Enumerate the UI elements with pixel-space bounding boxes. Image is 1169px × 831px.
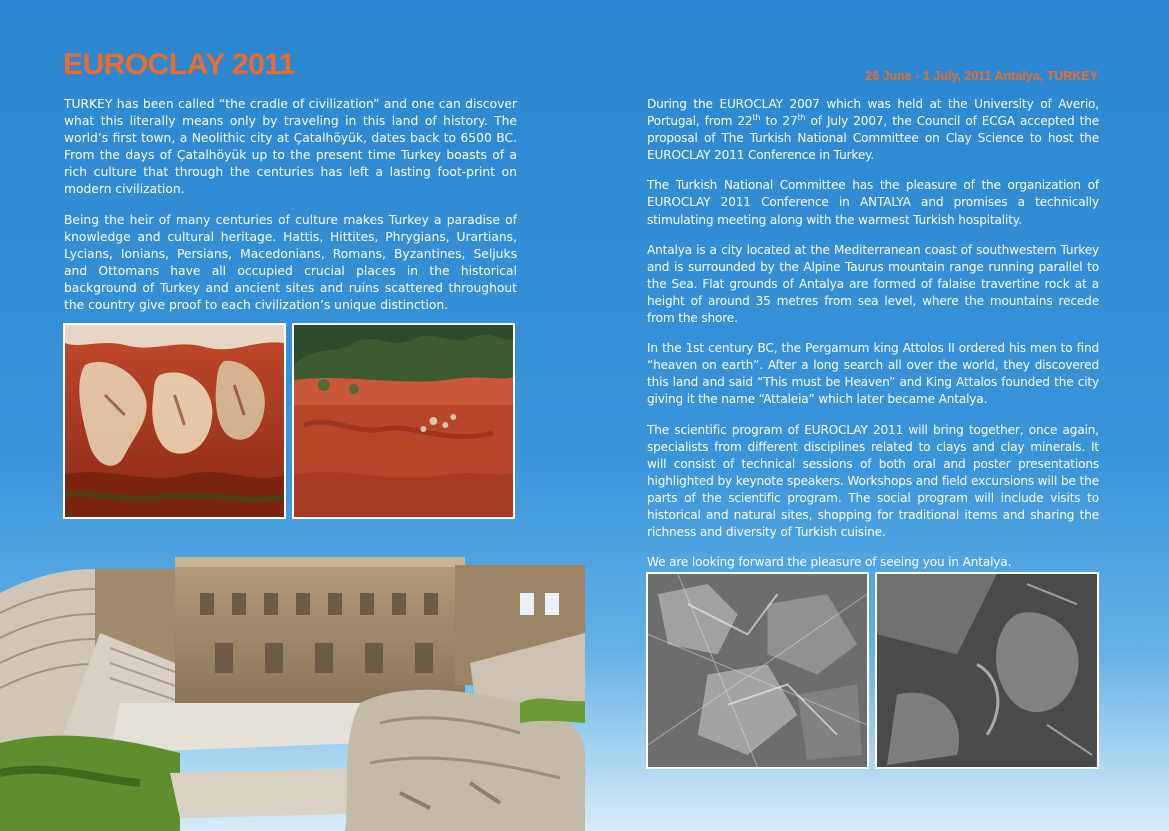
ordinal-suffix-1: th [752,113,761,123]
event-dates-location: 26 June - 1 July, 2011 Antalya, TURKEY [865,69,1098,83]
conference-paragraph-5: The scientific program of EUROCLAY 2011 will bring together, once again, specialists from different disciplines related to clays and clay minerals. It will consist of technical sessions of both oral and poster presentations highlighted by keynote speakers. Workshops and field excursions will be the parts of the scientific program. The social program will include visits to historical and natural sites, shopping for traditional items and sharing the richness and diversity of Turkish cuisine. [647,422,1099,540]
red-earth-landscape-photo [292,323,515,519]
history-text-a: During the EUROCLAY 2007 which was held at the University of Averio, Portugal, from 22 [647,97,1099,129]
conference-paragraph-1 [647,96,1099,164]
conference-paragraph-6: We are looking forward the pleasure of seeing you in Antalya. [647,555,1012,570]
page-title: EUROCLAY 2011 [63,48,295,81]
ordinal-suffix-2: th [797,113,806,123]
intro-paragraph-1: TURKEY has been called “the cradle of civilization” and one can discover what this literally means only by traveling in this land of history. The world’s first town, a Neolithic city at Çatalhöyük, dates back to 6500 BC. From the days of Çatalhöyük up to the present time Turkey boasts of a rich culture that through the centuries has left a lasting foot-print on modern civilization. [64,97,517,197]
intro-column [64,96,517,327]
clay-micrograph-photo-2 [875,572,1099,769]
history-text-c: of July 2007, the Council of ECGA accepted the proposal of The Turkish National Committee on Clay Science to host the EUROCLAY 2011 Conference in Turkey. [647,114,1099,163]
intro-paragraph-2: Being the heir of many centuries of culture makes Turkey a paradise of knowledge and cultural heritage. Hattis, Hittites, Phrygians, Urartians, Lycians, Ionians, Persians, Macedonians, Romans, Byzantines, Seljuks and Ottomans have all occupied crucial places in the historical background of Turkey and ancient sites and ruins scattered throughout the country give proof to each civilization’s unique distinction. [64,212,517,313]
conference-paragraph-4: In the 1st century BC, the Pergamum king Attolos II ordered his men to find “heaven on earth”. After a long search all over the world, they discovered this land and said “This must be Heaven” and King Attalos founded the city giving it the name “Attaleia” which later became Antalya. [647,341,1099,407]
conference-paragraph-3: Antalya is a city located at the Mediterranean coast of southwestern Turkey and is surrounded by the Alpine Taurus mountain range running parallel to the Sea. Flat grounds of Antalya are formed of falaise travertine rock at a height of around 35 metres from sea level, where the mountains recede from the shore. [647,242,1099,326]
ancient-theater-photo [0,553,585,831]
history-text-b: to 27 [760,114,798,129]
conference-paragraph-2: The Turkish National Committee has the pleasure of the organization of EUROCLAY 2011 Conference in ANTALYA and promises a technically stimulating meeting along with the warmest Turkish hospitality. [647,178,1099,227]
clay-micrograph-photo-1 [646,572,869,769]
conference-column [647,96,1099,584]
red-clay-cliff-photo [63,323,286,519]
